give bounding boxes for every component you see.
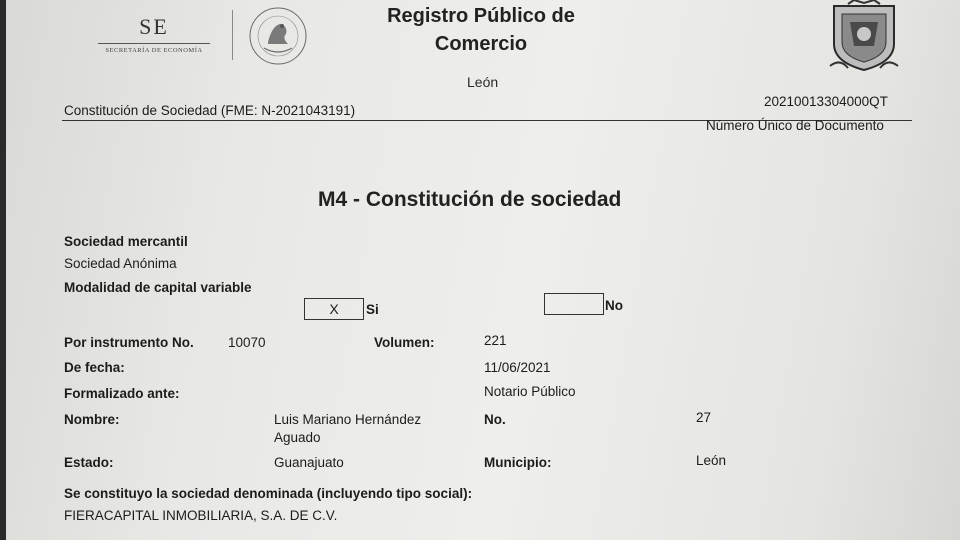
no-label: No [605,298,623,313]
registry-title [346,2,616,58]
logo-divider [232,10,233,60]
registry-title-line2: Comercio [434,33,528,55]
logo-rule [98,43,210,44]
document-number: 20210013304000QT [764,94,888,109]
no-notario-value: 27 [696,410,712,425]
estado-label: Estado: [64,455,114,470]
agency-short: SE [139,14,169,39]
sociedad-mercantil-label: Sociedad mercantil [64,234,188,249]
formalizado-value: Notario Público [484,384,576,399]
nombre-label: Nombre: [64,412,120,427]
municipio-label: Municipio: [484,455,552,470]
denominacion-label: Se constituyo la sociedad denominada (incluyendo tipo social): [64,486,473,501]
document-number-label: Número Único de Documento [706,118,884,133]
volumen-label: Volumen: [374,335,435,350]
form-title: M4 - Constitución de sociedad [318,188,622,211]
nombre-value-line1: Luis Mariano Hernández [274,412,422,427]
estado-value: Guanajuato [274,455,344,470]
city: León [467,74,499,90]
denominacion-value: FIERACAPITAL INMOBILIARIA, S.A. DE C.V. [64,508,338,523]
si-label: Si [366,302,379,317]
no-checkbox [544,293,604,315]
national-seal-icon [242,4,314,68]
se-logo [94,14,214,54]
formalizado-label: Formalizado ante: [64,386,180,401]
registry-title-line1: Registro Público de [387,5,575,27]
modalidad-label: Modalidad de capital variable [64,280,252,295]
volumen-value: 221 [484,333,507,348]
procedure-label: Constitución de Sociedad (FME: N-2021043191) [64,103,356,118]
instrumento-label: Por instrumento No. [64,335,194,350]
municipio-value: León [696,453,727,468]
no-notario-label: No. [484,412,506,427]
sociedad-mercantil-value: Sociedad Anónima [64,256,177,271]
state-crest-icon [828,0,900,74]
instrumento-value: 10070 [228,335,266,350]
si-checkbox: X [304,298,364,320]
agency-full: SECRETARÍA DE ECONOMÍA [105,47,203,54]
fecha-value: 11/06/2021 [484,360,551,375]
nombre-value-line2: Aguado [274,430,321,445]
document-page [6,0,960,540]
fecha-label: De fecha: [64,360,125,375]
